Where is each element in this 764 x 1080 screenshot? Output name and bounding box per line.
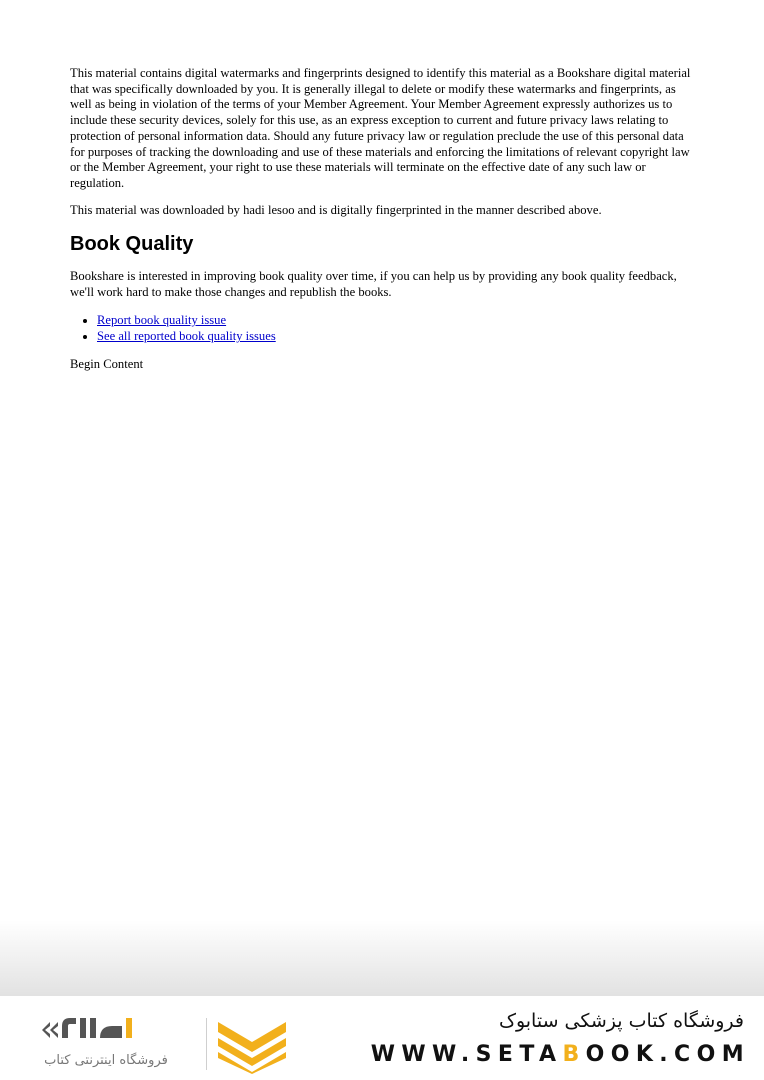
section-heading: Book Quality — [70, 233, 194, 256]
list-item — [97, 312, 698, 329]
see-reported-issues-link[interactable]: See all reported book quality issues — [97, 329, 276, 344]
stacked-books-icon — [206, 1012, 296, 1074]
quality-paragraph: Bookshare is interested in improving book quality over time, if you can help us by providing any book quality feedback, we'll work hard to make those changes and republish the books. — [70, 269, 677, 300]
list-item — [97, 328, 698, 345]
store-url[interactable] — [371, 1042, 750, 1067]
url-accent-letter: B — [562, 1042, 586, 1067]
url-prefix: WWW.SETA — [370, 1042, 563, 1067]
logo-subtitle: فروشگاه اینترنتی کتاب — [44, 1053, 168, 1068]
begin-content-text: Begin Content — [70, 356, 144, 371]
brand-logo — [36, 1008, 206, 1072]
footer-banner — [0, 996, 764, 1080]
watermark-paragraph: This material contains digital watermarks and fingerprints designed to identify this material as a Bookshare digital material that was specifically downloaded by you. It is generally illegal to delete or modify these watermarks and fingerprints, as well as being in violation of the terms of your Member Agreement. Your Member Agreement expressly authorizes us to include these security devices, solely for this use, as an express exception to current and future privacy laws relating to protection of personal information data. Should any future privacy law or regulation preclude the use of this personal data for purposes of tracking the downloading and use of these materials and enforcing the limitations of relevant copyright law or the Member Agreement, your right to use these materials will terminate on the effective date of any such law or regulation. — [70, 66, 691, 190]
report-quality-issue-link[interactable]: Report book quality issue — [97, 312, 227, 327]
document-body — [70, 66, 698, 383]
footer-shadow — [0, 920, 764, 996]
store-title: فروشگاه کتاب پزشکی ستابوک — [498, 1010, 744, 1032]
quality-links-list — [70, 312, 698, 345]
url-suffix: OOK.COM — [585, 1042, 750, 1067]
download-paragraph: This material was downloaded by hadi lesoo and is digitally fingerprinted in the manner described above. — [70, 202, 602, 217]
